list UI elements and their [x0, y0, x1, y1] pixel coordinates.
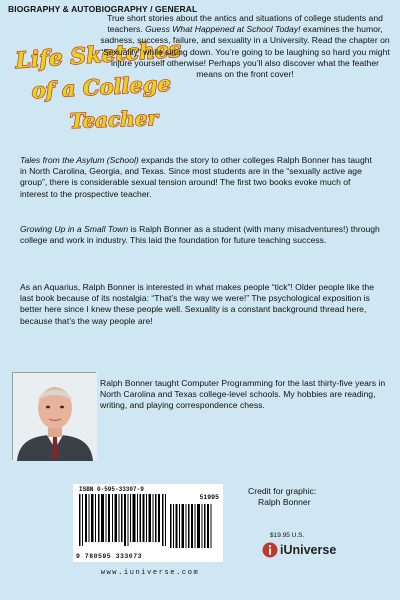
price-label: $19.95 U.S.	[270, 532, 305, 539]
tales-text: expands the story to other colleges Ralph Bonner has taught in North Carolina, Georgia, and Texas. Since most students are in the “sexually active age group”, there is considerable sexual tension around! The first two books evoke much of interest to the prospective teacher.	[20, 155, 372, 199]
credit-label: Credit for graphic:	[248, 486, 317, 496]
intro-text-2: examines the humor, sadness, success, failure, and sexuality in a University. Read the chapter on “Sexuality” while sitting down. You’re going to be laughing so hard you might injure yourself otherwise! Perhaps you’ll also discover what the feather means on the front cover!	[100, 24, 390, 80]
paragraph-tales	[20, 155, 380, 200]
logo-line-2: of a College	[30, 70, 172, 103]
growing-up-book-title: Growing Up in a Small Town	[20, 224, 129, 234]
isbn-number-text: 9 780595 333073	[76, 553, 143, 560]
logo-line-1: Life Sketches	[14, 36, 183, 74]
growing-up-text: is Ralph Bonner as a student (with many misadventures!) through college and work in industry. This laid the foundation for future teaching success.	[20, 224, 380, 246]
author-bio: Ralph Bonner taught Computer Programming for the last thirty-five years in North Carolina and Texas college-level schools. My hobbies are reading, writing, and playing correspondence chess.	[100, 378, 386, 411]
intro-text-1: True short stories about the antics and situations of college students and teachers.	[107, 13, 383, 35]
publisher-logo	[262, 542, 336, 558]
barcode-bars	[77, 494, 219, 552]
iuniverse-icon	[262, 542, 278, 558]
price-code-text: 51995	[199, 494, 219, 501]
graphic-credit	[248, 486, 316, 508]
category-label: BIOGRAPHY & AUTOBIOGRAPHY / GENERAL	[8, 4, 198, 14]
isbn-barcode	[73, 484, 223, 562]
credit-name: Ralph Bonner	[258, 497, 311, 507]
tales-book-title: Tales from the Asylum (School)	[20, 155, 139, 165]
paragraph-aquarius: As an Aquarius, Ralph Bonner is interested in what makes people “tick”! Older people like the last book because of its nostalgia: “That’s the way we were!” The psychological exposition is better here since I knew these people well. Sexuality is a constant background thread here, because that’s the way people are!	[20, 282, 374, 326]
isbn-top-text: ISBN 0-595-33307-9	[79, 486, 144, 493]
logo-line-3: Teacher	[69, 105, 159, 133]
author-photo	[12, 372, 96, 460]
publisher-name: iUniverse	[280, 543, 337, 557]
intro-paragraph	[98, 13, 392, 80]
website-url: www.iuniverse.com	[100, 569, 200, 577]
paragraph-growing-up	[20, 224, 380, 246]
intro-book-title: Guess What Happened at School Today!	[145, 24, 301, 35]
